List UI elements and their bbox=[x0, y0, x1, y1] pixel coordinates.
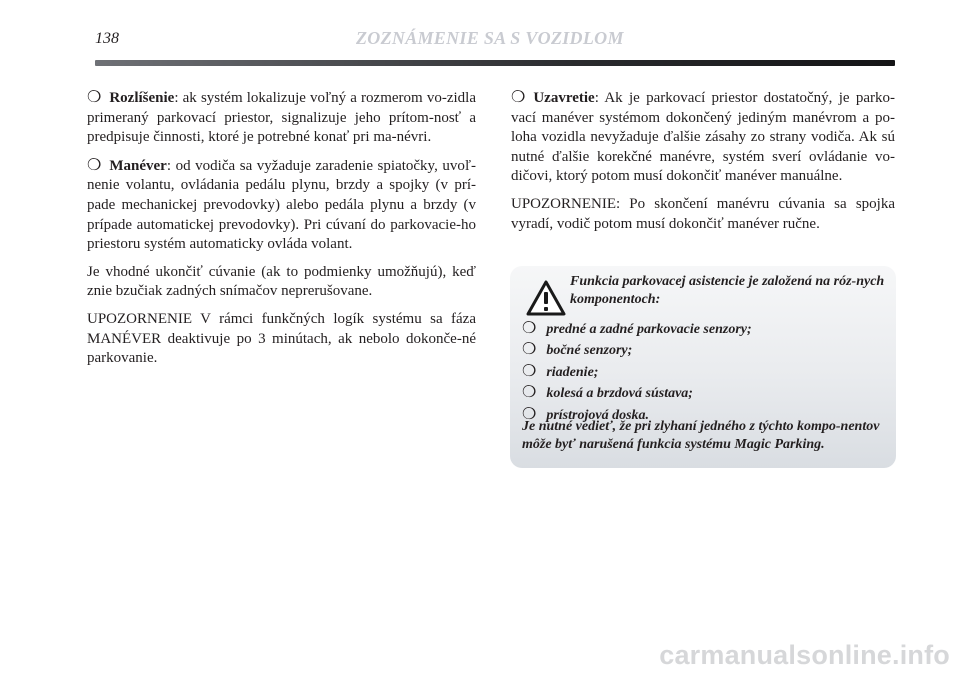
notice-paragraph: UPOZORNENIE V rámci funkčných logík systému sa fáza MANÉVER deaktivuje po 3 minútach, ak nebolo dokonče-né parkovanie. bbox=[87, 310, 476, 367]
bullet-icon: ❍ bbox=[87, 156, 102, 174]
notice-paragraph: UPOZORNENIE: Po skončení manévru cúvania sa spojka vyradí, vodič potom musí dokončiť manéver ručne. bbox=[511, 195, 895, 232]
warning-box bbox=[510, 266, 896, 468]
warning-footer: Je nutné vedieť, že pri zlyhaní jedného z týchto kompo-nentov môže byť narušená funkcia systému Magic Parking. bbox=[522, 419, 880, 452]
warning-list bbox=[522, 320, 892, 427]
list-item: ❍ bočné senzory; bbox=[522, 341, 633, 359]
bullet-icon: ❍ bbox=[87, 89, 102, 106]
term: Rozlíšenie bbox=[109, 90, 175, 106]
warning-heading: Funkcia parkovacej asistencie je založená na róz-nych komponentoch: bbox=[570, 274, 885, 307]
bullet-icon: ❍ bbox=[522, 384, 537, 402]
bullet-icon: ❍ bbox=[522, 405, 537, 423]
bullet-icon: ❍ bbox=[522, 362, 537, 380]
paragraph-text: : od vodiča sa vyžaduje zaradenie spiatočky, uvoľ-nenie volantu, ovládania pedálu plynu, brzdy a spojky (v prí-pade mechanickej prevodovky) alebo pedála plynu a brzdy (v prípade automatickej prevodovky). Pri cúvaní do parkovacie-ho priestoru systém automaticky ovláda volant. bbox=[87, 157, 476, 253]
bullet-icon: ❍ bbox=[511, 89, 526, 106]
paragraph-text: : Ak je parkovací priestor dostatočný, je parko-vací manéver systémom dokončený jediným manévrom a po-loha vozidla nevyžaduje ďalšie zásahy zo strany vodiča. Ak sú nutné ďalšie korekčné manévre, systém sverí ovládanie vo-dičovi, ktorý potom musí dokončiť manéver manuálne. bbox=[511, 90, 895, 185]
chapter-title: ZOZNÁMENIE SA S VOZIDLOM bbox=[356, 28, 624, 48]
header-rule bbox=[95, 60, 895, 66]
left-column bbox=[87, 88, 476, 377]
bullet-icon: ❍ bbox=[522, 341, 537, 359]
list-item: ❍ riadenie; bbox=[522, 362, 599, 380]
page-number: 138 bbox=[95, 30, 119, 47]
bullet-paragraph-maneuver bbox=[87, 156, 476, 255]
watermark: carmanualsonline.info bbox=[659, 640, 950, 670]
term: Uzavretie bbox=[533, 90, 595, 106]
list-item: ❍ kolesá a brzdová sústava; bbox=[522, 384, 693, 402]
warning-triangle-icon bbox=[526, 280, 566, 316]
paragraph: Je vhodné ukončiť cúvanie (ak to podmienky umožňujú), keď znie bzučiak zadných snímačov neprerušovane. bbox=[87, 263, 476, 300]
paragraph-text: : ak systém lokalizuje voľný a rozmerom vo-zidla primeraný parkovací priestor, signalizuje jeho prítom-nosť a predpisuje činnosti, ktoré je potrebné konať pri ma-névri. bbox=[87, 90, 476, 146]
term: Manéver bbox=[109, 157, 167, 174]
list-item: ❍ prístrojová doska. bbox=[522, 405, 650, 423]
bullet-icon: ❍ bbox=[522, 320, 537, 337]
bullet-paragraph-rozlisenie bbox=[87, 88, 476, 148]
bullet-paragraph-uzavretie bbox=[511, 88, 895, 187]
list-item: ❍ predné a zadné parkovacie senzory; bbox=[522, 320, 752, 337]
right-column bbox=[511, 88, 895, 242]
